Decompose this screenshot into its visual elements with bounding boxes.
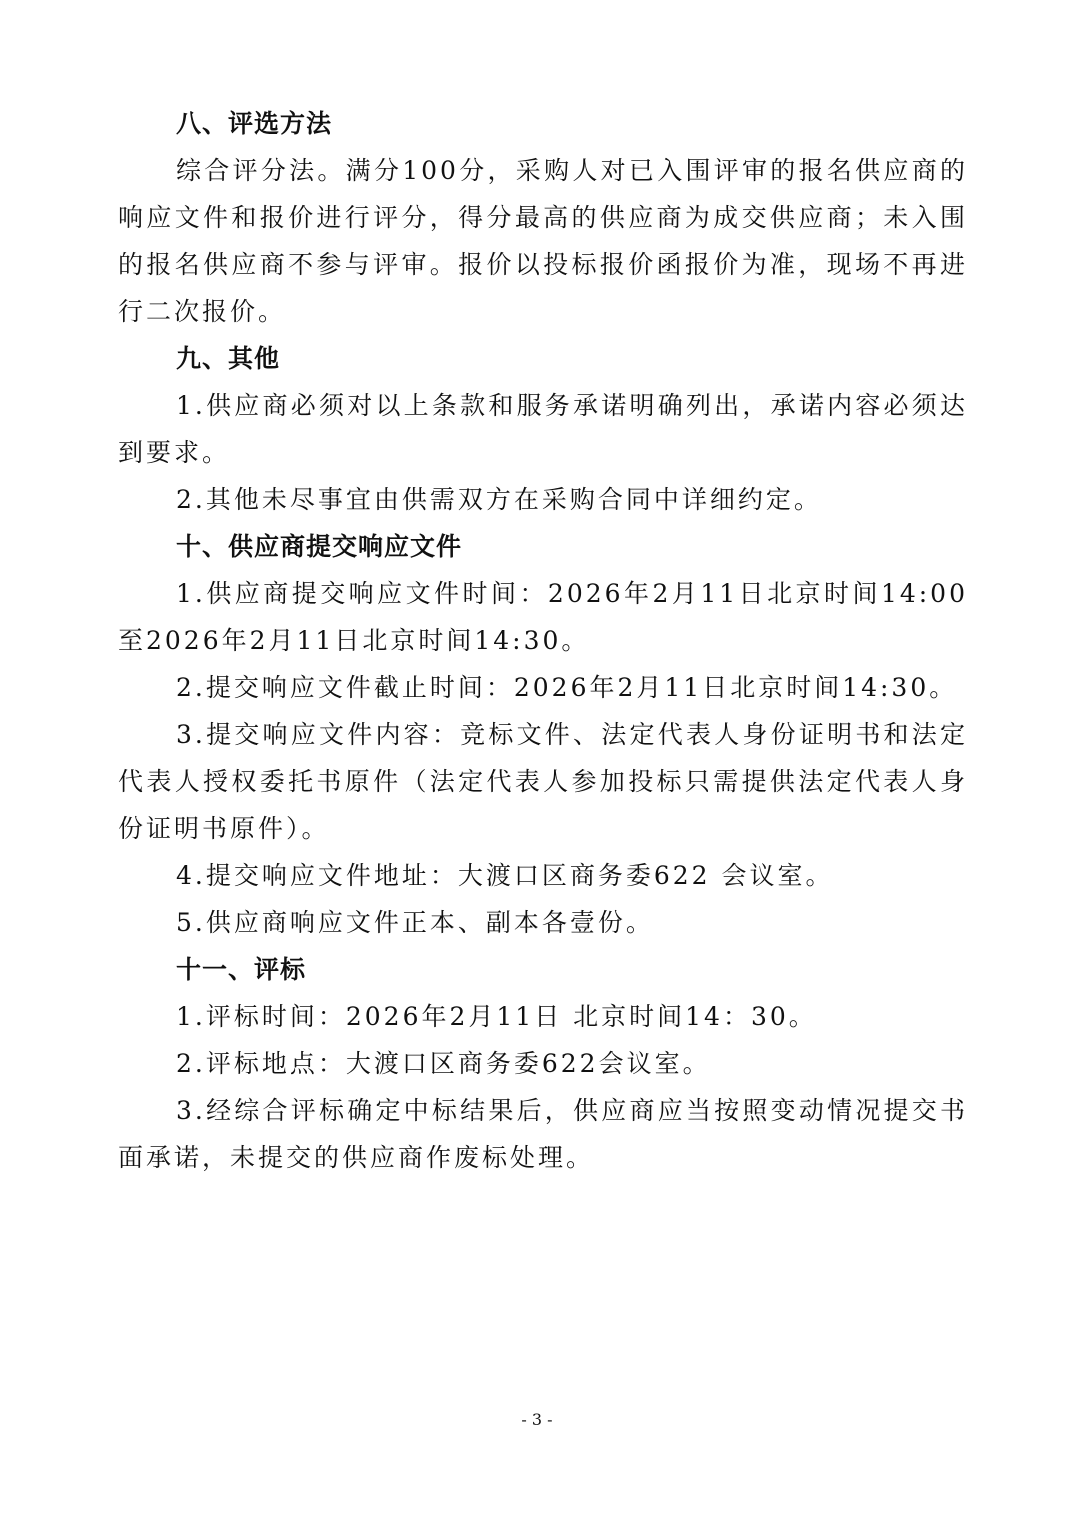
section-10-title: 十、供应商提交响应文件 [176,532,463,561]
page-number: - 3 - [521,1410,553,1429]
section-11-title: 十一、评标 [176,955,307,984]
section-10-paragraph-5: 5.供应商响应文件正本、副本各壹份。 [176,908,654,937]
section-11-paragraph-1: 1.评标时间：2026年2月11日 北京时间14：30。 [176,1002,817,1031]
section-8-title: 八、评选方法 [176,109,333,138]
section-11-paragraph-3: 3.经综合评标确定中标结果后，供应商应当按照变动情况提交书面承诺，未提交的供应商作废标处理。 [118,1096,968,1172]
section-10-paragraph-4: 4.提交响应文件地址：大渡口区商务委622 会议室。 [176,861,834,890]
section-9-title: 九、其他 [176,344,281,373]
section-8-paragraph-1: 综合评分法。满分100分，采购人对已入围评审的报名供应商的响应文件和报价进行评分，得分最高的供应商为成交供应商；未入围的报名供应商不参与评审。报价以投标报价函报价为准，现场不再进行二次报价。 [118,156,968,326]
section-9-paragraph-1: 1.供应商必须对以上条款和服务承诺明确列出，承诺内容必须达到要求。 [118,391,968,467]
section-9-paragraph-2: 2.其他未尽事宜由供需双方在采购合同中详细约定。 [176,485,822,514]
section-10-paragraph-2: 2.提交响应文件截止时间：2026年2月11日北京时间14:30。 [176,673,958,702]
section-10-paragraph-1: 1.供应商提交响应文件时间：2026年2月11日北京时间14:00 至2026年2月11日北京时间14:30。 [118,579,968,655]
section-10-paragraph-3: 3.提交响应文件内容：竞标文件、法定代表人身份证明书和法定代表人授权委托书原件（法定代表人参加投标只需提供法定代表人身份证明书原件）。 [118,720,968,843]
section-11-paragraph-2: 2.评标地点：大渡口区商务委622会议室。 [176,1049,711,1078]
document-body [118,100,968,1181]
